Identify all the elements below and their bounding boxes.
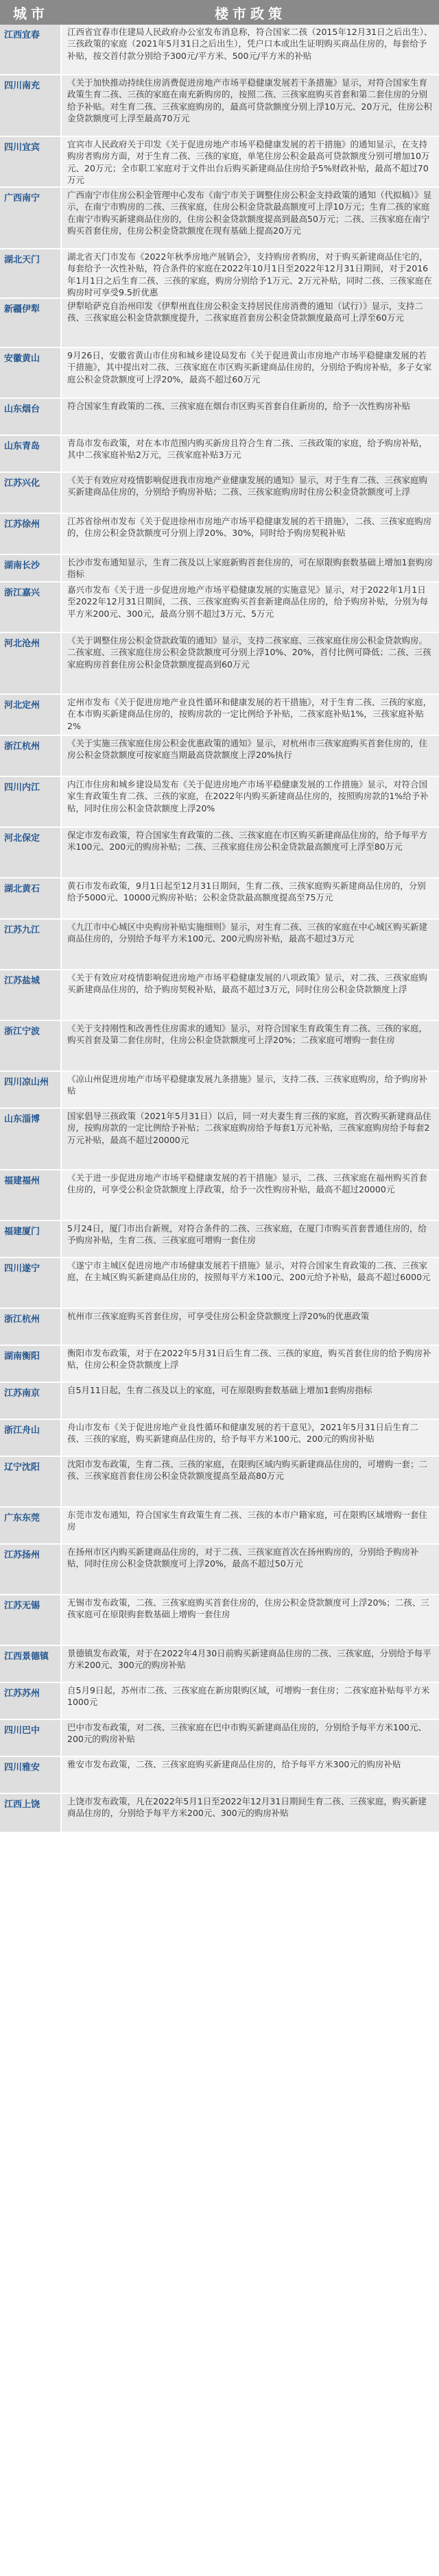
city-name: 湖南长沙 [0, 555, 62, 581]
city-name: 四川南充 [0, 75, 62, 136]
table-row [0, 828, 439, 879]
table-row [0, 75, 439, 137]
policy-text: 雅安市发布政策，二孩、三孩家庭购买新建商品住房的，给予每平方米300元的购房补贴 [67, 1759, 401, 1769]
policy-text: 国家倡导三孩政策（2021年5月31日）以后，同一对夫妻生育三孩的家庭，首次购买新建商品住房，按购房款的一定比例给予补贴；二孩家庭购房给予每套1万元补贴，三孩家庭购房给予每套2万元补贴，最高不超过20000元 [67, 1111, 431, 1145]
table-row [0, 695, 439, 736]
table-row [0, 879, 439, 920]
table-row [0, 920, 439, 970]
city-name: 山东烟台 [0, 399, 62, 434]
table-row [0, 436, 439, 473]
city-name: 辽宁沈阳 [0, 1457, 62, 1506]
city-name: 江苏九江 [0, 920, 62, 969]
policy-text: 宜宾市人民政府关于印发《关于促进房地产市场平稳健康发展的若干措施》的通知显示，在支持购房者购房方面，对于生育二孩、三孩的家庭，单笔住房公积金最高可贷款额度分别可增加10万元、20万元；全市职工家庭对于文件出台后购买新建商品住房给予5%财政补贴，最高不超过70万元 [67, 139, 430, 186]
policy-text: 嘉兴市发布《关于进一步促进房地产市场平稳健康发展的实施意见》显示，对于2022年1月1日至2022年12月31日期间，二孩、三孩家庭购买首套新建商品住房的，给予购房补贴，分别为每平方米200元、300元，最高分别不超过3万元、5万元 [67, 585, 429, 619]
policy-text: 沈阳市发布政策，生育二孩、三孩的家庭，在限购区域内购买新建商品住房的，可增购一套；二孩、三孩家庭首套住房公积金贷款额度提高至最高80万元 [67, 1459, 428, 1482]
city-name: 福建福州 [0, 1170, 62, 1220]
policy-text: 景德镇发布政策，对于在2022年4月30日前购买新建商品住房的二孩、三孩家庭，分别给予每平方米200元、300元的购房补贴 [67, 1648, 431, 1671]
policy-text: 《关于支持刚性和改善性住房需求的通知》显示，对符合国家生育政策生育二孩、三孩的家庭，购买首套及第二套住房时，住房公积金贷款额度可上浮20%；二孩家庭可增购一套住房 [67, 1023, 428, 1046]
table-row [0, 1794, 439, 1833]
city-name: 四川内江 [0, 777, 62, 826]
table-row [0, 1072, 439, 1109]
table-row [0, 473, 439, 514]
policy-text: 《关于实施三孩家庭住房公积金优惠政策的通知》显示，对杭州市三孩家庭购买首套住房的，住房公积金贷款额度可按家庭当期最高贷款额度上浮20%执行 [67, 738, 428, 761]
policy-text: 《关于调整住房公积金贷款政策的通知》显示，支持二孩家庭、三孩家庭住房公积金贷款购房。二孩家庭、三孩家庭住房公积金贷款额度可分别上浮10%、20%，首付比例可降低；二孩、三孩家庭购房首套住房公积金贷款额度提高到60万元 [67, 635, 431, 670]
table-row [0, 1170, 439, 1221]
table-row [0, 1309, 439, 1346]
city-column-header: 城市 [13, 5, 49, 22]
table-row [0, 1420, 439, 1457]
table-row [0, 633, 439, 695]
table-body [0, 25, 439, 1833]
policy-text: 保定市发布政策，符合国家生育政策的二孩、三孩家庭在市区购买新建商品住房的，给予每平方米100元、200元的购房补贴；二孩、三孩家庭住房公积金贷款最高额度可上浮至80万元 [67, 830, 428, 852]
city-name: 四川巴中 [0, 1720, 62, 1756]
city-name: 河北定州 [0, 695, 62, 735]
city-name: 河北保定 [0, 828, 62, 877]
policy-text: 巴中市发布政策，对二孩、三孩家庭在巴中市购买新建商品住房的，分别给予每平方米100元、200元的购房补贴 [67, 1722, 427, 1745]
policy-text: 5月24日，厦门市出台新规，对符合条件的二孩、三孩家庭，在厦门市购买首套普通住房的，给予购房补贴，生育二孩、三孩家庭可增购一套住房 [67, 1223, 427, 1246]
table-row [0, 1545, 439, 1595]
table-row [0, 1646, 439, 1683]
policy-text: 《关于有效应对疫情影响促进我市房地产业健康发展的通知》显示，对于生育二孩、三孩家庭购买新建商品住房的，分别给予购房补贴；二孩、三孩家庭购房时住房公积金贷款额度可上浮 [67, 475, 428, 498]
city-name: 四川雅安 [0, 1757, 62, 1793]
city-name: 浙江宁波 [0, 1021, 62, 1070]
city-name: 浙江嘉兴 [0, 582, 62, 632]
table-row [0, 348, 439, 399]
table-row [0, 582, 439, 633]
policy-text: 9月26日，安徽省黄山市住房和城乡建设局发布《关于促进黄山市房地产市场平稳健康发展的若干措施》，其中提出对二孩、三孩家庭在市区购买新建商品住房的，分别给予购房补贴，多子女家庭公积金贷款额度可上浮20%，最高不超过60万元 [67, 350, 432, 384]
policy-column-header: 楼市政策 [215, 5, 286, 22]
table-row [0, 299, 439, 348]
policy-text: 《凉山州促进房地产市场平稳健康发展九条措施》显示，支持二孩、三孩家庭购房，给予购房补贴 [67, 1074, 428, 1096]
policy-text: 《关于有效应对疫情影响促进房地产市场平稳健康发展的八项政策》显示，对二孩、三孩家庭购买新建商品住房的，给予购房契税补贴，最高不超过3万元，同时住房公积金贷款额度上浮 [67, 972, 428, 995]
table-row [0, 1346, 439, 1383]
table-row [0, 1683, 439, 1720]
city-name: 江西上饶 [0, 1794, 62, 1832]
table-row [0, 514, 439, 555]
city-name: 江苏盐城 [0, 970, 62, 1020]
policy-text: 衡阳市发布政策，对于在2022年5月31日后生育二孩、三孩的家庭，购买首套住房的给予购房补贴，住房公积金贷款额度上浮 [67, 1348, 431, 1371]
policy-text: 自5月9日起，苏州市二孩、三孩家庭在新房限购区域，可增购一套住房；二孩家庭补贴每平方米1000元 [67, 1685, 430, 1708]
policy-text: 自5月11日起，生育二孩及以上的家庭，可在原限购套数基础上增加1套购房指标 [67, 1385, 372, 1395]
table-row [0, 188, 439, 249]
policy-text: 青岛市发布政策，对在本市范围内购买新房且符合生育二孩、三孩政策的家庭，给予购房补贴，其中二孩家庭补贴2万元，三孩家庭补贴3万元 [67, 438, 428, 461]
policy-text: 上饶市发布政策，凡在2022年5月1日至2022年12月31日期间生育二孩、三孩家庭，购买新建商品住房的，分别给予每平方米200元、300元的购房补贴 [67, 1796, 427, 1819]
table-row [0, 736, 439, 777]
policy-text: 无锡市发布政策，二孩、三孩家庭购买首套住房的，住房公积金贷款额度可上浮20%；二孩、三孩家庭可在原限购套数基础上增购一套住房 [67, 1597, 429, 1620]
city-name: 江苏南京 [0, 1383, 62, 1419]
city-name: 湖北天门 [0, 249, 62, 297]
table-row [0, 137, 439, 188]
table-row [0, 1258, 439, 1309]
table-row [0, 1021, 439, 1072]
policy-text: 湖北省天门市发布《2022年秋季房地产展销会》，支持购房者购房，对于购买新建商品住宅的，每套给予一次性补贴，符合条件的家庭在2022年10月1日至2022年12月31日期间，对于2016年1月1日之后生育二孩、三孩的家庭，购房分别给予1万元、2万元补贴，同时二孩、三孩家庭在购房时可享受9.5折优惠 [67, 252, 432, 297]
city-name: 四川遂宁 [0, 1258, 62, 1308]
policy-text: 舟山市发布《关于促进房地产业良性循环和健康发展的若干意见》，2021年5月31日后生育二孩、三孩的家庭，购买新建商品住房的，给予每平方米100元、200元的购房补贴 [67, 1422, 418, 1445]
policy-text: 内江市住房和城乡建设局发布《关于促进房地产市场平稳健康发展的工作措施》显示，对符合国家生育政策生育二孩、三孩的家庭，在2022年内购买新建商品住房的，按照购房款的1%给予补贴，同时住房公积金贷款额度上浮20% [67, 779, 429, 813]
policy-text: 江苏省徐州市发布《关于促进徐州市房地产市场平稳健康发展的若干措施》，二孩、三孩家庭购房的，住房公积金贷款额度可分别上浮20%、30%，同时给予购房契税补贴 [67, 516, 432, 539]
table-row [0, 1595, 439, 1646]
policy-text: 长沙市发布通知显示，生育二孩及以上家庭新购首套住房的，可在原限购套数基础上增加1套购房指标 [67, 557, 433, 580]
policy-text: 《遂宁市主城区促进房地产市场健康发展若干措施》显示，对符合国家生育政策的二孩、三孩家庭，在主城区购买新建商品住房的，按照每平方米100元、200元给予补贴，最高不超过6000元 [67, 1260, 431, 1283]
policy-text: 《关于加快推动持续住房消费促进房地产市场平稳健康发展若干条措施》显示，对符合国家生育政策生育二孩、三孩的家庭在南充新购房的，按照二孩、三孩家庭购买首套和第二套住房的分别给予补贴。对生育二孩、三孩家庭购房的，最高可贷款额度分别上浮10万元、20万元，住房公积金贷款额度可上浮至最高70万元 [67, 77, 432, 124]
city-name: 河北沧州 [0, 633, 62, 694]
table-row [0, 249, 439, 299]
city-name: 湖南衡阳 [0, 1346, 62, 1382]
policy-text: 在扬州市区内购买新建商品住房的，对于二孩、三孩家庭首次在扬州购房的，分别给予购房补贴，同时住房公积金贷款额度可上浮20%，最高不超过50万元 [67, 1547, 419, 1569]
policy-text: 《九江市中心城区中央购房补贴实施细则》显示，对生育二孩、三孩的家庭在中心城区购买新建商品住房的，分别给予每平方米100元、200元购房补贴，最高不超过3万元 [67, 922, 428, 944]
table-row [0, 970, 439, 1021]
table-row [0, 1457, 439, 1508]
table-row [0, 777, 439, 828]
city-name: 广西南宁 [0, 188, 62, 248]
table-row [0, 1757, 439, 1794]
policy-text: 伊犁哈萨克自治州印发《伊犁州直住房公积金支持居民住房消费的通知（试行）》显示，支持二孩、三孩家庭公积金贷款额度提升，二孩家庭首套房公积金贷款额度最高可上浮至60万元 [67, 301, 423, 323]
city-name: 江西景德镇 [0, 1646, 62, 1682]
policy-text: 东莞市发布通知，符合国家生育政策生育二孩、三孩的本市户籍家庭，可在限购区域增购一套住房 [67, 1510, 428, 1532]
city-name: 福建厦门 [0, 1221, 62, 1257]
city-name: 广东东莞 [0, 1508, 62, 1543]
table-row [0, 555, 439, 582]
policy-text: 定州市发布《关于促进房地产业良性循环和健康发展的若干措施》，对于生育二孩、三孩的家庭，在本市购买新建商品住房的，按购房款的一定比例给予补贴，二孩家庭补贴1%，三孩家庭补贴2% [67, 697, 432, 731]
policy-text: 黄石市发布政策，9月1日起至12月31日期间，生育二孩、三孩家庭购买新建商品住房的，分别给予5000元、10000元购房补贴；公积金贷款最高额度提高至75万元 [67, 881, 426, 903]
city-name: 江西宜春 [0, 25, 62, 74]
city-name: 安徽黄山 [0, 348, 62, 397]
city-name: 四川凉山州 [0, 1072, 62, 1107]
city-name: 江苏扬州 [0, 1545, 62, 1594]
policy-text: 《关于进一步促进房地产市场平稳健康发展的若干措施》显示，二孩、三孩家庭在福州购买首套住房的，可享受公积金贷款额度上浮政策，给予一次性购房补贴，最高不超过20000元 [67, 1173, 428, 1195]
city-name: 浙江杭州 [0, 736, 62, 776]
city-name: 江苏徐州 [0, 514, 62, 554]
city-name: 江苏兴化 [0, 473, 62, 513]
table-row [0, 1109, 439, 1170]
city-name: 江苏无锡 [0, 1595, 62, 1645]
city-name: 山东青岛 [0, 436, 62, 471]
city-name: 山东淄博 [0, 1109, 62, 1169]
table-row [0, 1383, 439, 1420]
policy-text: 广西南宁市住房公积金管理中心发布《南宁市关于调整住房公积金支持政策的通知（代拟稿）》显示，在南宁市购房的二孩、三孩家庭，住房公积金贷款最高额度可上浮10万元；生育二孩的家庭在南宁市购买新建商品住房的，住房公积金贷款额度提高到最高50万元；二孩、三孩家庭在南宁购买首套住房，住房公积金贷款额度在现有基础上提高20万元 [67, 190, 432, 236]
table-row [0, 1508, 439, 1545]
policy-text: 杭州市三孩家庭购买首套住房，可享受住房公积金贷款额度上浮20%的优惠政策 [67, 1311, 370, 1321]
policy-text: 符合国家生育政策的二孩、三孩家庭在烟台市区购买首套自住新房的，给予一次性购房补贴 [67, 401, 411, 411]
city-name: 湖北黄石 [0, 879, 62, 918]
city-name: 新疆伊犁 [0, 299, 62, 347]
table-row [0, 25, 439, 75]
table-header [0, 0, 439, 25]
table-row [0, 399, 439, 436]
table-row [0, 1720, 439, 1757]
policy-text: 江西省宜春市住建局人民政府办公室发布消息称，符合国家二孩（2015年12月31日之后出生）、三孩政策的家庭（2021年5月31日之后出生），凭户口本或出生证明购买商品住房的，每套给予补贴，按交首付款分别给予300元/平方米、500元/平方米的补贴 [67, 27, 433, 61]
city-name: 浙江杭州 [0, 1309, 62, 1345]
city-name: 浙江舟山 [0, 1420, 62, 1456]
table-row [0, 1221, 439, 1258]
city-name: 江苏苏州 [0, 1683, 62, 1719]
city-name: 四川宜宾 [0, 137, 62, 186]
